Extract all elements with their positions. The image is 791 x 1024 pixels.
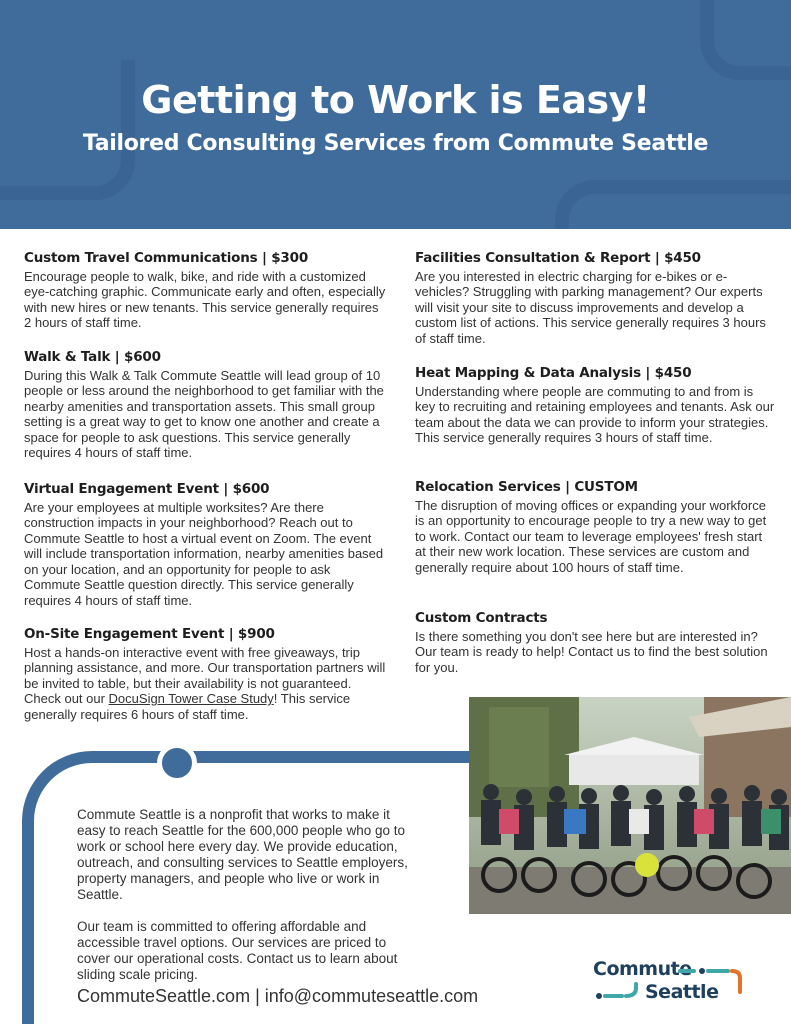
service-title: Virtual Engagement Event | $600 xyxy=(24,481,270,497)
service-title: Heat Mapping & Data Analysis | $450 xyxy=(415,365,692,381)
service-description: Are your employees at multiple worksites? Are there construction impacts in your neighborhood? Reach out to Commute Seattle to host a virtual event on Zoom. The event will include transportation information, nearby amenities based on your location, and an opportunity for people to ask Commute Seattle question directly. This service generally requires 4 hours of staff time. xyxy=(24,499,384,608)
email-link[interactable]: info@commuteseattle.com xyxy=(264,986,479,1006)
service-description: Encourage people to walk, bike, and ride with a customized eye-catching graphic. Communicate early and often, especially with new hires or new tenants. This service generally requires 2 hours of staff time. xyxy=(24,268,386,330)
service-title: Custom Contracts xyxy=(415,610,548,626)
service-description: Are you interested in electric charging for e-bikes or e-vehicles? Struggling with parking management? Our experts will visit your site to discuss improvements and develop a custom list of actions. This service generally requires 3 hours of staff time. xyxy=(415,268,766,346)
website-link[interactable]: CommuteSeattle.com xyxy=(77,986,251,1006)
header-banner xyxy=(0,0,791,229)
about-paragraph: Commute Seattle is a nonprofit that works to make it easy to reach Seattle for the 600,000 people who go to work or school here every day. We provide education, outreach, and consulting services to Seattle employers, property managers, and people who live or work in Seattle. xyxy=(77,807,408,902)
docusign-case-study-link[interactable]: DocuSign Tower Case Study xyxy=(108,691,274,706)
page-subtitle: Tailored Consulting Services from Commute Seattle xyxy=(82,131,709,156)
service-relocation xyxy=(415,480,775,575)
service-on-site-engagement-event xyxy=(24,627,389,722)
service-description xyxy=(24,645,389,723)
contact-separator: | xyxy=(250,986,265,1006)
service-title: Relocation Services | CUSTOM xyxy=(415,479,638,495)
service-custom-contracts xyxy=(415,611,775,675)
group-photo xyxy=(469,697,791,914)
service-description: The disruption of moving offices or expanding your workforce is an opportunity to encourage people to try a new way to get to work. Contact our team to leverage employees' fresh start at their new work location. These services are custom and generally require about 100 hours of staff time. xyxy=(415,497,767,575)
decorative-frame-left xyxy=(22,820,34,1024)
service-description: Understanding where people are commuting to and from is key to recruiting and retaining employees and tenants. Ask our team about the data we can provide to inform your strategies. This service generally requires 3 hours of staff time. xyxy=(415,383,775,445)
logo-word-commute: Commute xyxy=(593,958,692,980)
service-description: During this Walk & Talk Commute Seattle will lead group of 10 people or less around the neighborhood to get familiar with the nearby amenities and transportation assets. This small group setting is a great way to get to know one another and create a space for people to ask questions. This service generally requires 4 hours of staff time. xyxy=(24,367,384,460)
group-photo-illustration xyxy=(469,697,791,914)
service-walk-and-talk xyxy=(24,350,389,461)
contact-line xyxy=(77,986,478,1007)
service-facilities-consultation xyxy=(415,251,775,346)
service-heat-mapping xyxy=(415,366,775,446)
service-description: Is there something you don't see here but are interested in? Our team is ready to help! Contact us to find the best solution for you. xyxy=(415,628,768,675)
decorative-line xyxy=(555,180,791,229)
service-title: Walk & Talk | $600 xyxy=(24,349,161,365)
commute-seattle-logo xyxy=(590,958,750,1008)
service-custom-travel-communications xyxy=(24,251,389,331)
service-virtual-engagement-event xyxy=(24,482,389,608)
service-title: On-Site Engagement Event | $900 xyxy=(24,626,275,642)
decorative-line xyxy=(700,0,791,80)
service-description-text: ! This service generally requires 6 hours of staff time. xyxy=(24,691,351,722)
about-paragraph: Our team is committed to offering affordable and accessible travel options. Our services are priced to cover our operational costs. Contact us to learn about sliding scale pricing. xyxy=(77,919,398,982)
page-title: Getting to Work is Easy! xyxy=(141,78,650,122)
service-title: Facilities Consultation & Report | $450 xyxy=(415,250,701,266)
service-description-text: Host a hands-on interactive event with free giveaways, trip planning assistance, and more. Our transportation partners will be invited to table, but their availability is not guaranteed. Check out our xyxy=(24,644,386,706)
service-title: Custom Travel Communications | $300 xyxy=(24,250,309,266)
logo-word-seattle: Seattle xyxy=(645,981,719,1003)
about-section xyxy=(77,807,412,999)
decorative-dot xyxy=(157,743,197,783)
